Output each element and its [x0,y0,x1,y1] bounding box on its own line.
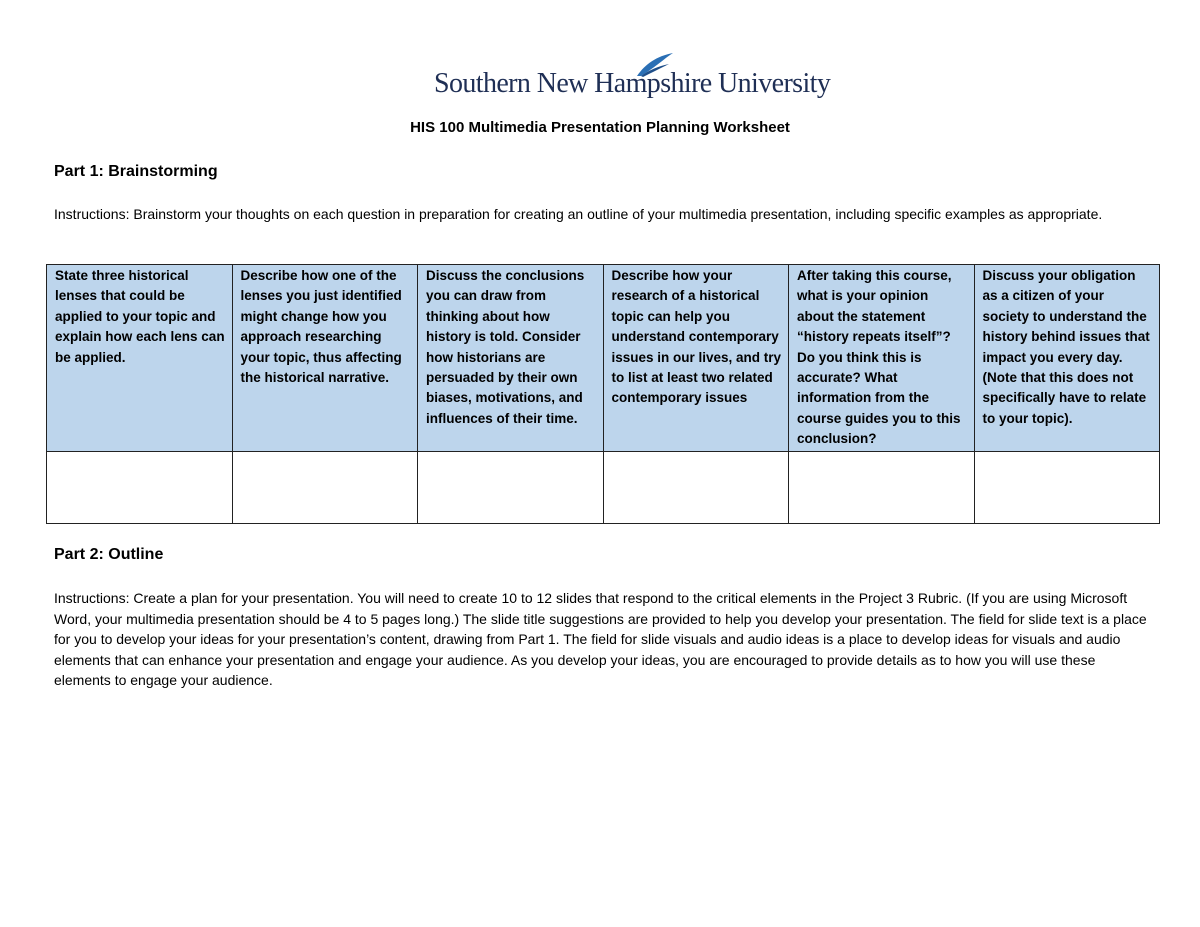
response-cell-contemporary-issues[interactable] [603,451,789,523]
column-header-contemporary-issues: Describe how your research of a historical topic can help you understand contemporary issues in our lives, and try to list at least two related contemporary issues [603,265,789,452]
response-cell-conclusions[interactable] [418,451,604,523]
table-row [47,451,1160,523]
column-header-narrative: Describe how one of the lenses you just identified might change how you approach researching your topic, thus affecting the historical narrative. [232,265,418,452]
part1-instructions: Instructions: Brainstorm your thoughts on each question in preparation for creating an outline of your multimedia presentation, including specific examples as appropriate. [54,206,1103,222]
logo-wordmark: Southern New Hampshire University [434,68,831,99]
response-cell-history-repeats[interactable] [789,451,975,523]
part1-heading: Part 1: Brainstorming [54,163,218,180]
table-header-row [47,265,1160,452]
response-cell-lenses[interactable] [47,451,233,523]
part2-heading: Part 2: Outline [54,546,164,563]
column-header-history-repeats: After taking this course, what is your opinion about the statement “history repeats itself”? Do you think this is accurate? What information from the course guides you to this conclusion? [789,265,975,452]
column-header-lenses: State three historical lenses that could be applied to your topic and explain how each lens can be applied. [47,265,233,452]
document-title: HIS 100 Multimedia Presentation Planning Worksheet [410,119,790,136]
response-cell-narrative[interactable] [232,451,418,523]
part2-instructions: Instructions: Create a plan for your presentation. You will need to create 10 to 12 slides that respond to the critical elements in the Project 3 Rubric. (If you are using Microsoft Word, your multimedia presentation should be 4 to 5 pages long.) The slide title suggestions are provided to help you develop your presentation. The field for slide text is a place for you to develop your ideas for your presentation’s content, drawing from Part 1. The field for slide visuals and audio ideas is a place to develop ideas for visuals and audio elements that can enhance your presentation and engage your audience. As you develop your ideas, you are encouraged to provide details as to how you will use these elements to engage your audience. [54,590,1147,688]
university-logo [434,52,831,104]
column-header-citizen-obligation: Discuss your obligation as a citizen of your society to understand the history behind issues that impact you every day. (Note that this does not specifically have to relate to your topic). [974,265,1160,452]
column-header-conclusions: Discuss the conclusions you can draw from thinking about how history is told. Consider how historians are persuaded by their own biases, motivations, and influences of their time. [418,265,604,452]
brainstorming-table [46,264,1160,524]
response-cell-citizen-obligation[interactable] [974,451,1160,523]
